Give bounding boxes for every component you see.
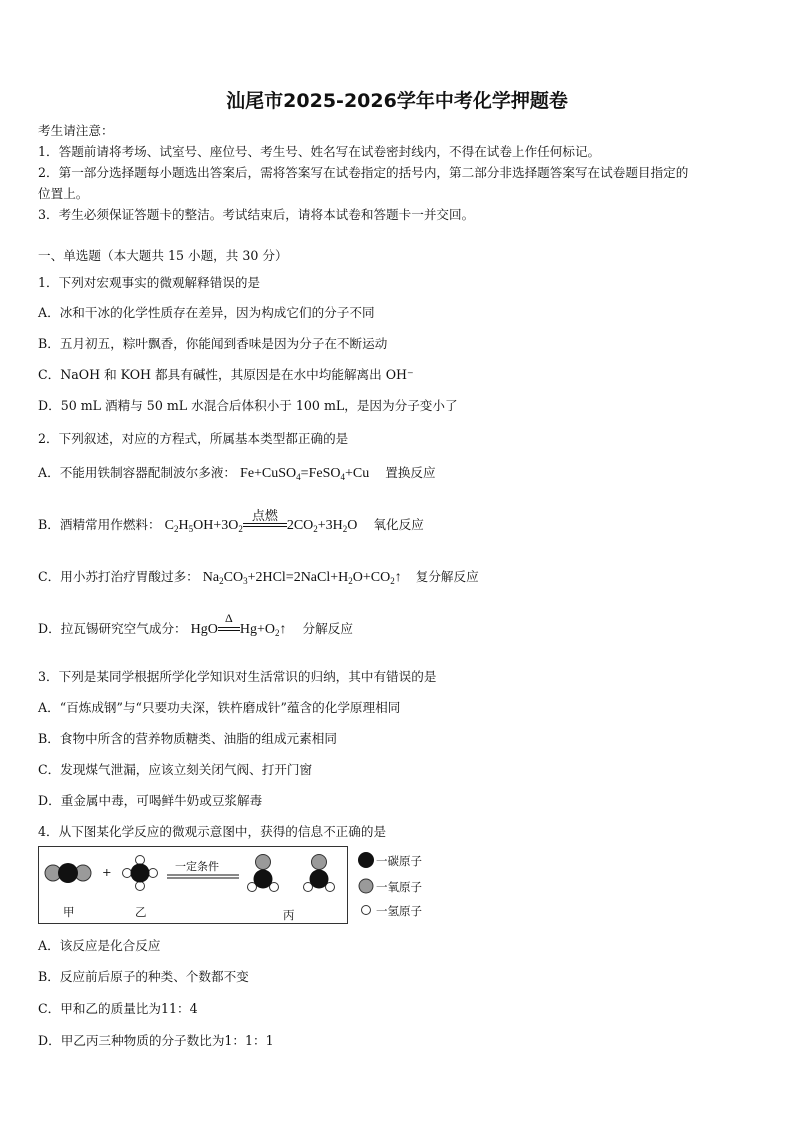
label-yi: 乙 [135, 905, 147, 919]
q2-b-type: 氧化反应 [373, 517, 424, 532]
q2-c-text: C．用小苏打治疗胃酸过多： [38, 569, 199, 584]
q1-option-c: C．NaOH 和 KOH 都具有碱性，其原因是在水中均能解离出 OH⁻ [38, 367, 414, 382]
q2-d-equation: HgO Δ $Hg+O_2↑$ [190, 610, 287, 638]
q3-option-c: C．发现煤气泄漏，应该立刻关闭气阀、打开门窗 [38, 762, 313, 777]
q2-option-b [38, 507, 424, 534]
q3-option-a: A．“百炼成钢”与“只要功夫深，铁杵磨成针”蕴含的化学原理相同 [38, 700, 401, 715]
notice-item: 2．第一部分选择题每小题选出答案后，需将答案写在试卷指定的括号内，第二部分非选择题答案写在试卷题目指定的 [38, 165, 689, 180]
reaction-diagram [38, 846, 348, 924]
q3-option-b: B．食物中所含的营养物质糖类、油脂的组成元素相同 [38, 731, 337, 746]
hydrogen-atom [362, 906, 371, 915]
q2-a-type: 置换反应 [385, 465, 436, 480]
carbon-atom [254, 870, 273, 889]
q4-option-a: A．该反应是化合反应 [38, 938, 161, 953]
q4-option-c: C．甲和乙的质量比为11：4 [38, 1001, 198, 1016]
q2-option-a [38, 462, 436, 482]
hydrogen-atom [149, 869, 158, 878]
carbon-atom [310, 870, 329, 889]
q4-option-d: D．甲乙丙三种物质的分子数比为1：1：1 [38, 1033, 274, 1048]
legend-carbon: 一碳原子 [376, 854, 422, 868]
q2-d-condition: Δ [225, 610, 233, 625]
notice-item: 1．答题前请将考场、试室号、座位号、考生号、姓名写在试卷密封线内，不得在试卷上作任何标记。 [38, 144, 601, 159]
carbon-atom [58, 863, 78, 883]
q2-d-type: 分解反应 [302, 621, 353, 636]
q2-b-text: B．酒精常用作燃料： [38, 517, 161, 532]
hydrogen-atom [136, 882, 145, 891]
legend-symbols [356, 852, 376, 918]
q2-b-equation: $C_2H_5OH+3O_2$ 点燃 $2CO_2+3H_2O$ [165, 518, 358, 533]
plus-sign: + [102, 865, 112, 879]
page-title: 汕尾市2025-2026学年中考化学押题卷 [226, 90, 568, 112]
q3-option-d: D．重金属中毒，可喝鲜牛奶或豆浆解毒 [38, 793, 263, 808]
q1-option-a: A．冰和干冰的化学性质存在差异，因为构成它们的分子不同 [38, 305, 375, 320]
q2-option-c [38, 566, 479, 586]
notice-item: 位置上。 [38, 186, 89, 201]
q2-c-type: 复分解反应 [415, 569, 479, 584]
reaction-condition: 一定条件 [175, 860, 219, 873]
section-heading: 一、单选题（本大题共 15 小题，共 30 分） [38, 248, 288, 263]
label-jia: 甲 [63, 905, 75, 919]
q2-stem: 2．下列叙述，对应的方程式，所属基本类型都正确的是 [38, 431, 349, 446]
q4-option-b: B．反应前后原子的种类、个数都不变 [38, 969, 249, 984]
oxygen-atom [359, 879, 373, 893]
carbon-atom [131, 864, 150, 883]
oxygen-atom [312, 855, 327, 870]
q2-d-text: D．拉瓦锡研究空气成分： [38, 621, 187, 636]
legend-oxygen: 一氧原子 [376, 880, 422, 894]
hydrogen-atom [136, 856, 145, 865]
q2-a-text: A．不能用铁制容器配制波尔多液： [38, 465, 237, 480]
notice-heading: 考生请注意： [38, 123, 114, 138]
label-bing: 丙 [283, 908, 295, 922]
q2-option-d [38, 610, 353, 638]
q1-stem: 1．下列对宏观事实的微观解释错误的是 [38, 275, 261, 290]
oxygen-atom [256, 855, 271, 870]
q2-a-equation: Fe+CuSO$_4$=FeSO$_4$+Cu [240, 466, 370, 482]
q2-b-condition: 点燃 [251, 507, 278, 523]
q3-stem: 3．下列是某同学根据所学化学知识对生活常识的归纳，其中有错误的是 [38, 669, 437, 684]
notice-item: 3．考生必须保证答题卡的整洁。考试结束后，请将本试卷和答题卡一并交回。 [38, 207, 475, 222]
q1-option-d: D．50 mL 酒精与 50 mL 水混合后体积小于 100 mL，是因为分子变小了 [38, 398, 458, 413]
carbon-atom [358, 852, 374, 868]
q4-stem: 4．从下图某化学反应的微观示意图中，获得的信息不正确的是 [38, 824, 387, 839]
q1-option-b: B．五月初五，粽叶飘香，你能闻到香味是因为分子在不断运动 [38, 336, 388, 351]
hydrogen-atom [123, 869, 132, 878]
legend-hydrogen: 一氢原子 [376, 904, 422, 918]
q2-c-equation: $Na_2CO_3+2HCl=2NaCl+H_2O+CO_2↑$ [202, 570, 402, 586]
